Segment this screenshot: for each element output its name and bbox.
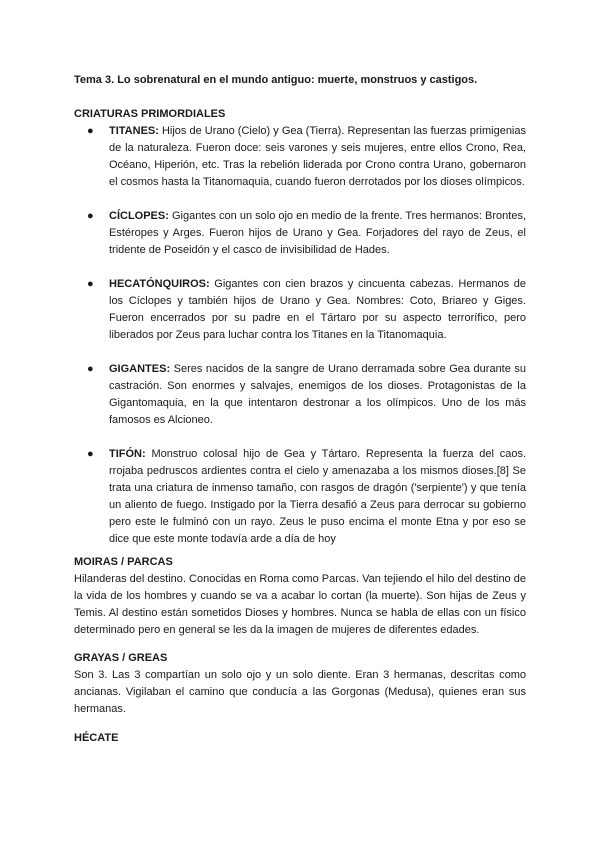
term-tifon: TIFÓN: xyxy=(109,448,146,460)
section-moiras xyxy=(74,554,526,639)
list-item-gigantes xyxy=(74,361,526,429)
list-item-titanes xyxy=(74,123,526,191)
heading-hecate: HÉCATE xyxy=(74,732,119,744)
list-item-ciclopes xyxy=(74,208,526,259)
bullet-icon: ● xyxy=(87,278,94,290)
heading-moiras: MOIRAS / PARCAS xyxy=(74,556,173,568)
term-gigantes: GIGANTES: xyxy=(109,363,171,375)
text-hecatonquiros: Gigantes con cien brazos y cincuenta cabezas. Hermanos de los Cíclopes y también hijos de Urano y Gea. Nombres: Coto, Briareo y Giges. Fueron encerrados por su padre en el Tártaro por su aspecto terrorífico, pero liberados por Zeus para luchar contra los Titanes en la Titanomaquia. xyxy=(109,278,526,341)
text-ciclopes: Gigantes con un solo ojo en medio de la frente. Tres hermanos: Brontes, Estéropes y Arges. Fueron hijos de Urano y Gea. Forjadores del rayo de Zeus, el tridente de Poseidón y el casco de invisibilidad de Hades. xyxy=(109,210,526,256)
section-grayas xyxy=(74,650,526,718)
term-hecatonquiros: HECATÓNQUIROS: xyxy=(109,278,210,290)
heading-criaturas-primordiales: CRIATURAS PRIMORDIALES xyxy=(74,108,226,120)
term-titanes: TITANES: xyxy=(109,125,159,137)
paragraph-moiras: Hilanderas del destino. Conocidas en Roma como Parcas. Van tejiendo el hilo del destino de la vida de los hombres y cuando se va a acabar lo cortan (la muerte). Son hijas de Zeus y Temis. Al destino están sometidos Dioses y hombres. Nunca se habla de ellas con un físico determinado pero en general se les da la imagen de mujeres de diferentes edades. xyxy=(74,573,526,636)
term-ciclopes: CÍCLOPES: xyxy=(109,210,169,222)
bullet-icon: ● xyxy=(87,125,94,137)
paragraph-grayas: Son 3. Las 3 compartían un solo ojo y un solo diente. Eran 3 hermanas, descritas como ancianas. Vigilaban el camino que conducía a las Gorgonas (Medusa), quienes eran sus hermanas. xyxy=(74,669,526,715)
bullet-icon: ● xyxy=(87,448,94,460)
text-gigantes: Seres nacidos de la sangre de Urano derramada sobre Gea durante su castración. Son enormes y salvajes, enemigos de los dioses. Protagonistas de la Gigantomaquia, en la que intentaron destronar a los olímpicos. Uno de los más famosos es Alcioneo. xyxy=(109,363,526,426)
section-criaturas-primordiales xyxy=(74,106,526,548)
heading-grayas: GRAYAS / GREAS xyxy=(74,652,168,664)
document-page xyxy=(74,72,526,747)
creature-list xyxy=(74,123,526,548)
document-title: Tema 3. Lo sobrenatural en el mundo antiguo: muerte, monstruos y castigos. xyxy=(74,74,478,86)
text-tifon: Monstruo colosal hijo de Gea y Tártaro. Representa la fuerza del caos. rrojaba pedruscos ardientes contra el cielo y amenazaba a los mismos dioses.[8] Se trata una criatura de inmenso tamaño, con rasgos de dragón ('serpiente') y que tenía un aliento de fuego. Instigado por la Tierra desafió a Zeus para derrocar su gobierno pero este le fulminó con un rayo. Zeus le puso encima el monte Etna y por eso se dice que este monte todavía arde a día de hoy xyxy=(109,448,526,545)
bullet-icon: ● xyxy=(87,210,94,222)
bullet-icon: ● xyxy=(87,363,94,375)
list-item-tifon xyxy=(74,446,526,548)
list-item-hecatonquiros xyxy=(74,276,526,344)
text-titanes: Hijos de Urano (Cielo) y Gea (Tierra). Representan las fuerzas primigenias de la naturaleza. Fueron doce: seis varones y seis mujeres, entre ellos Crono, Rea, Océano, Hiperión, etc. Tras la rebelión liderada por Crono contra Urano, gobernaron el cosmos hasta la Titanomaquia, cuando fueron derrotados por los dioses olímpicos. xyxy=(109,125,526,188)
section-hecate xyxy=(74,730,526,747)
